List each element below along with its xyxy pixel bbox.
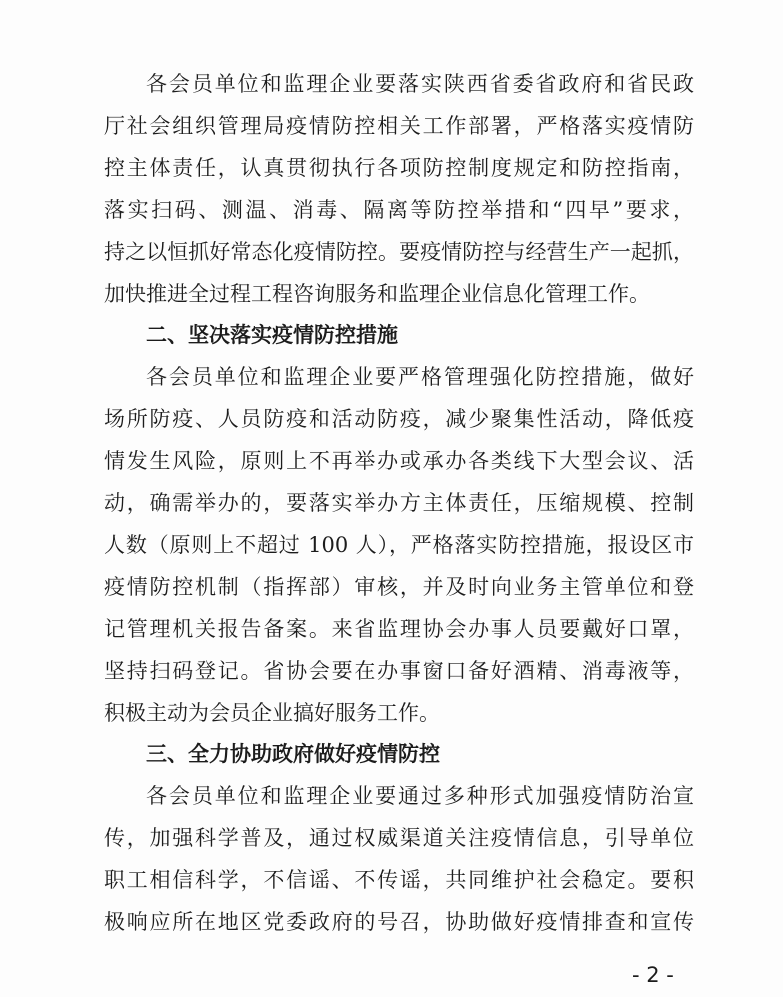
paragraph-2-line-1: 各会员单位和监理企业要严格管理强化防控措施，做好	[146, 365, 694, 389]
paragraph-3-line-3: 职工相信科学，不信谣、不传谣，共同维护社会稳定。要积	[104, 868, 694, 892]
paragraph-1-line-5: 持之以恒抓好常态化疫情防控。要疫情防控与经营生产一起抓，	[104, 240, 694, 264]
paragraph-3-line-1: 各会员单位和监理企业要通过多种形式加强疫情防治宣	[146, 784, 694, 808]
paragraph-3-line-2: 传，加强科学普及，通过权威渠道关注疫情信息，引导单位	[104, 826, 694, 850]
paragraph-2-line-4: 动，确需举办的，要落实举办方主体责任，压缩规模、控制	[104, 491, 694, 515]
paragraph-2-line-8: 坚持扫码登记。省协会要在办事窗口备好酒精、消毒液等，	[104, 659, 694, 683]
paragraph-1-line-4: 落实扫码、测温、消毒、隔离等防控举措和“四早”要求，	[104, 198, 694, 222]
paragraph-1-line-6: 加快推进全过程工程咨询服务和监理企业信息化管理工作。	[104, 282, 650, 306]
paragraph-1-line-1: 各会员单位和监理企业要落实陕西省委省政府和省民政	[146, 72, 694, 96]
paragraph-2-line-6: 疫情防控机制（指挥部）审核，并及时向业务主管单位和登	[104, 575, 694, 599]
paragraph-2-line-2: 场所防疫、人员防疫和活动防疫，减少聚集性活动，降低疫	[104, 407, 694, 431]
paragraph-1-line-3: 控主体责任，认真贯彻执行各项防控制度规定和防控指南，	[104, 156, 694, 180]
paragraph-2-line-9: 积极主动为会员企业搞好服务工作。	[104, 701, 440, 725]
paragraph-2-line-5: 人数（原则上不超过 100 人），严格落实防控措施，报设区市	[104, 533, 694, 557]
section-heading-3: 三、全力协助政府做好疫情防控	[146, 742, 440, 766]
paragraph-3-line-4: 极响应所在地区党委政府的号召，协助做好疫情排查和宣传	[104, 910, 694, 934]
paragraph-1-line-2: 厅社会组织管理局疫情防控相关工作部署，严格落实疫情防	[104, 114, 694, 138]
page-number: - 2 -	[632, 963, 674, 987]
section-heading-2: 二、坚决落实疫情防控措施	[146, 323, 398, 347]
paragraph-2-line-3: 情发生风险，原则上不再举办或承办各类线下大型会议、活	[104, 449, 694, 473]
paragraph-2-line-7: 记管理机关报告备案。来省监理协会办事人员要戴好口罩，	[104, 617, 694, 641]
